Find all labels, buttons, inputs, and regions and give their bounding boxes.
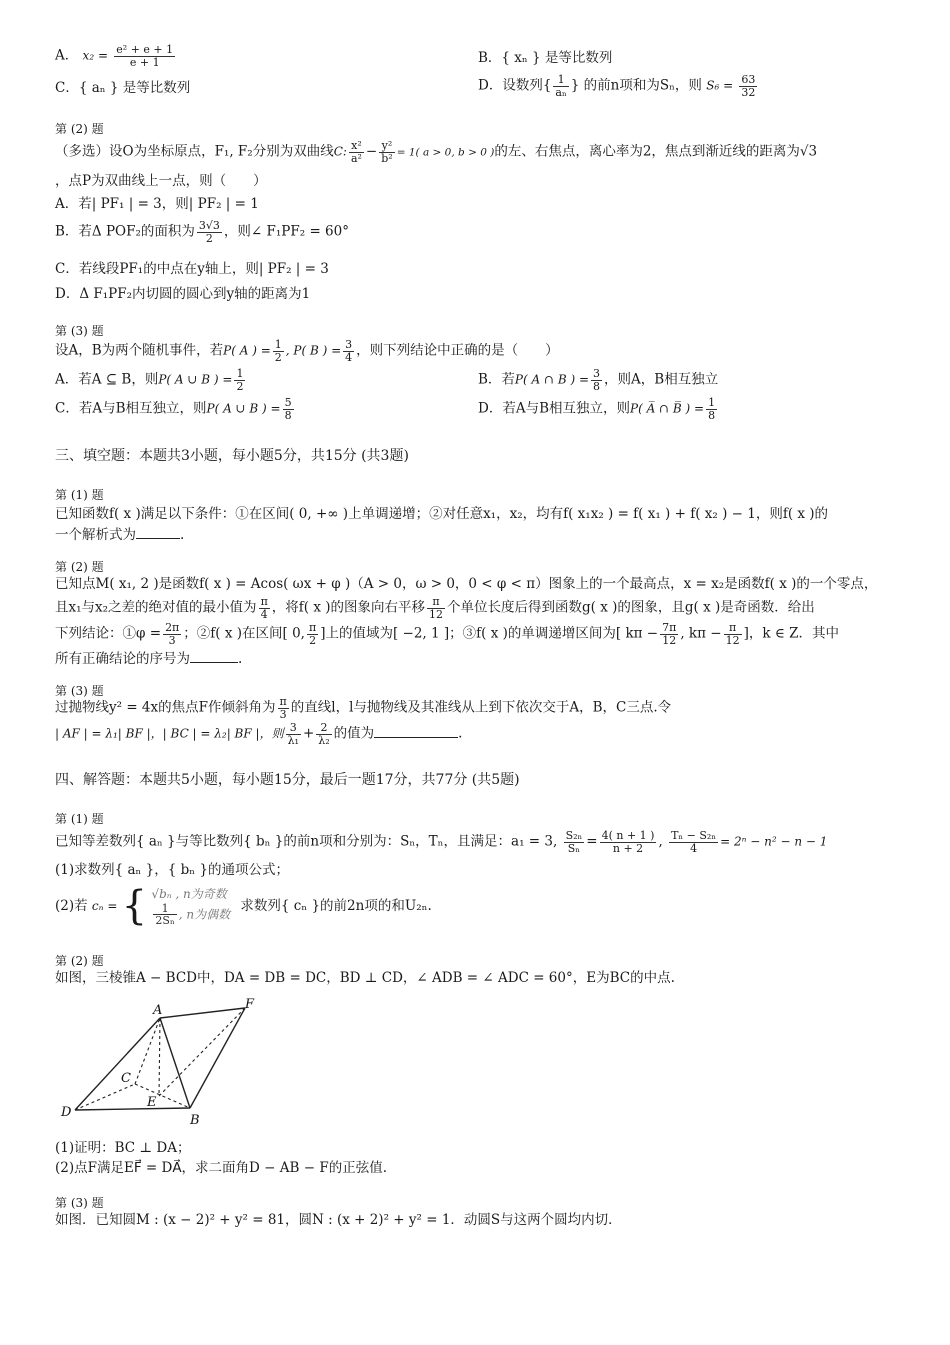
question-label: 第 (2) 题: [55, 954, 104, 968]
option-a: A．若| PF₁ | = 3，则| PF₂ | = 1: [55, 196, 259, 212]
question-label: 第 (1) 题: [55, 488, 104, 502]
answer-blank: [374, 725, 458, 738]
question-text: | AF | = λ₁| BF |，| BC | = λ₂| BF |，则 $\frac{3}{\text{λ₁}}$ + $\frac{2}{\text{λ₂}}$ 的值为 .: [55, 721, 463, 747]
question-text: 已知函数f( x )满足以下条件：①在区间( 0, +∞ )上单调递增；②对任意x₁，x₂，均有f( x₁x₂ ) = f( x₁ ) + f( x₂ ) − 1，则f( x )的: [55, 506, 829, 522]
label-c: C: [121, 1071, 131, 1086]
question-label: 第 (2) 题: [55, 560, 104, 574]
option-c: C．{ aₙ } 是等比数列: [55, 80, 191, 96]
question-label: 第 (2) 题: [55, 122, 104, 136]
answer-blank: [136, 526, 180, 539]
pyramid-figure: [55, 996, 265, 1126]
option-d: D．设数列{ $\frac{1}{\text{aₙ}}$ } 的前n项和为Sₙ，则 S₆ = $\frac{63}{32}$: [478, 73, 756, 99]
fraction: $\frac{\text{e² + e + 1}}{e + 1}$: [116, 43, 174, 69]
option-c: C．若线段PF₁的中点在y轴上，则| PF₂ | = 3: [55, 261, 329, 277]
option-b: B．若Δ POF₂的面积为 $\frac{3√3}{2}$ ，则∠ F₁PF₂ = 60°: [55, 219, 349, 245]
label-e: E: [147, 1095, 157, 1110]
edge-bf: [190, 1008, 245, 1108]
question-part: (1)求数列{ aₙ }，{ bₙ }的通项公式；: [55, 862, 290, 878]
edge-db: [75, 1108, 190, 1110]
question-text: 一个解析式为 .: [55, 527, 185, 543]
label-a: A: [153, 1003, 163, 1018]
question-label: 第 (3) 题: [55, 324, 104, 338]
question-label: 第 (1) 题: [55, 812, 104, 826]
question-text: 已知等差数列{ aₙ }与等比数列{ bₙ }的前n项和分别为：Sₙ，Tₙ，且满足：a₁ = 3, $\frac{\text{S₂ₙ}}{\text{Sₙ}}$ = $\frac{4( n + 1 )}{n + 2}$ , $\frac{\text{Tₙ − S₂ₙ}}{4}$ = 2ⁿ − n² − n − 1: [55, 829, 828, 855]
question-text: 已知点M( x₁, 2 )是函数f( x ) = Acos( ωx + φ )（A > 0，ω > 0，0 < φ < π）图象上的一个最高点，x = x₂是函数f( x )的一个零点，: [55, 576, 878, 592]
question-stem: （多选）设O为坐标原点，F₁, F₂分别为双曲线C: $\frac{\text{x²}}{\text{a²}}$ − $\frac{\text{y²}}{\text{b²}}$ = 1( a > 0, b > 0 )的左、右焦点，离心率为2，焦点到渐近线的距离为√3: [55, 139, 818, 165]
option-a: A． x₂ = $\frac{\text{e² + e + 1}}{e + 1}$: [55, 43, 174, 69]
question-text: 如图，三棱锥A − BCD中，DA = DB = DC，BD ⊥ CD，∠ ADB = ∠ ADC = 60°，E为BC的中点.: [55, 970, 675, 986]
question-label: 第 (3) 题: [55, 1196, 104, 1210]
edge-ae: [159, 1018, 160, 1096]
question-text: 且x₁与x₂之差的绝对值的最小值为 $\frac{\pi}{4}$ ，将f( x )的图象向右平移 $\frac{\pi}{12}$ 个单位长度后得到函数g( x )的图象，且g( x )是奇函数．给出: [55, 595, 815, 621]
question-text: 下列结论：①φ = $\frac{2\pi}{3}$ ；②f( x )在区间[ 0, $\frac{\pi}{2}$ ]上的值域为[ −2, 1 ]；③f( x )的单调递增区间为[ kπ − $\frac{7\pi}{12}$ , kπ − $\frac{\pi}{12}$ ]，k ∈ Z．其中: [55, 621, 839, 647]
label-b: B: [190, 1113, 200, 1126]
option-b: B．{ xₙ } 是等比数列: [478, 50, 613, 66]
question-text: 如图．已知圆M : (x − 2)² + y² = 81，圆N : (x + 2)² + y² = 1．动圆S与这两个圆均内切．: [55, 1212, 622, 1228]
section-title: 四、解答题：本题共5小题，每小题15分，最后一题17分，共77分 (共5题): [55, 772, 520, 788]
answer-blank: [190, 650, 238, 663]
question-part: (2)点F满足EF⃗ = DA⃗，求二面角D − AB − F的正弦值.: [55, 1160, 388, 1176]
question-text: 过抛物线y² = 4x的焦点F作倾斜角为 $\frac{\pi}{3}$ 的直线l，l与抛物线及其准线从上到下依次交于A，B，C三点.令: [55, 695, 672, 721]
edge-ab: [160, 1018, 190, 1108]
edge-cb: [135, 1084, 190, 1108]
question-stem: 设A，B为两个随机事件，若P( A ) = $\frac{1}{2}$ , P( B ) = $\frac{3}{4}$ ，则下列结论中正确的是（ ）: [55, 338, 559, 364]
label-d: D: [61, 1105, 72, 1120]
option-c: C．若A与B相互独立，则P( A ∪ B ) = $\frac{5}{8}$: [55, 396, 292, 422]
option-b: B．若P( A ∩ B ) = $\frac{3}{8}$ ，则A，B相互独立: [478, 367, 719, 393]
option-a: A．若A ⊆ B，则P( A ∪ B ) = $\frac{1}{2}$: [55, 367, 244, 393]
question-text: 所有正确结论的序号为 .: [55, 651, 243, 667]
question-part: (1)证明：BC ⊥ DA；: [55, 1140, 191, 1156]
piecewise: { √bₙ , n为奇数 $\frac{1}{\text{2Sₙ}}$ , n为偶数: [121, 883, 231, 930]
edge-dc: [75, 1084, 135, 1110]
section-title: 三、填空题：本题共3小题，每小题5分，共15分 (共3题): [55, 448, 409, 464]
option-d: D．Δ F₁PF₂内切圆的圆心到y轴的距离为1: [55, 286, 311, 302]
question-stem-cont: ，点P为双曲线上一点，则（ ）: [55, 173, 267, 189]
question-label: 第 (3) 题: [55, 684, 104, 698]
question-part: (2)若 cₙ = { √bₙ , n为奇数 $\frac{1}{\text{2Sₙ}}$ , n为偶数 求数列{ cₙ }的前2n项的和U₂ₙ.: [55, 883, 432, 930]
edge-ca: [135, 1018, 160, 1084]
option-d: D．若A与B相互独立，则P( A̅ ∩ B̅ ) = $\frac{1}{8}$: [478, 396, 716, 422]
edge-af: [160, 1008, 245, 1018]
label-f: F: [245, 997, 255, 1012]
